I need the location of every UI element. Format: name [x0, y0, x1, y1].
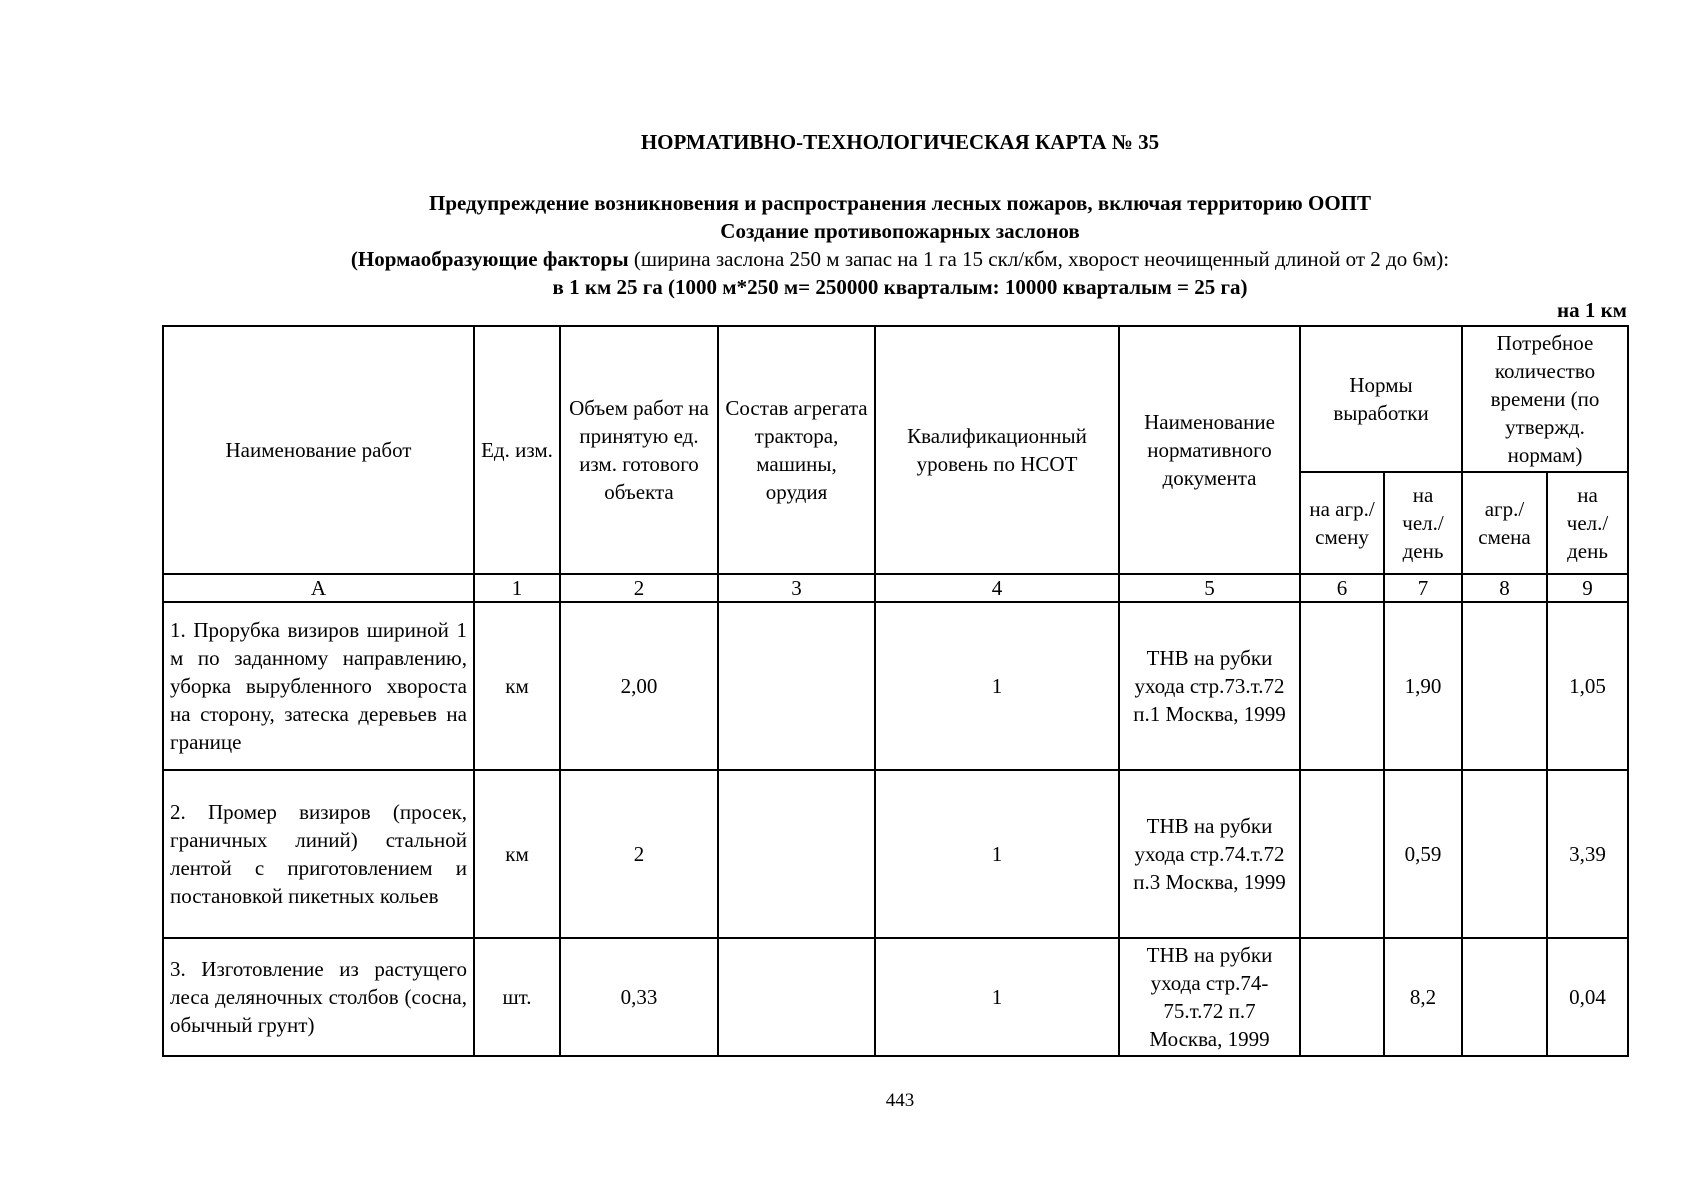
work-name-cell: 3. Изготовление из растущего леса деляночных столбов (сосна, обычный грунт): [163, 938, 474, 1056]
time-man-cell: 1,05: [1547, 602, 1628, 770]
header-document: Наименование нормативного документа: [1119, 326, 1300, 574]
norm-agg-cell: [1300, 938, 1384, 1056]
factors-label: (Нормаобразующие факторы: [350, 247, 629, 271]
time-man-cell: 3,39: [1547, 770, 1628, 938]
column-number: 3: [718, 574, 875, 602]
header-norms: Нормы выработки: [1300, 326, 1462, 472]
norm-man-cell: 1,90: [1384, 602, 1462, 770]
unit-cell: шт.: [474, 938, 560, 1056]
column-number: 7: [1384, 574, 1462, 602]
header-unit: Ед. изм.: [474, 326, 560, 574]
header-composition: Состав агрегата трактора, машины, орудия: [718, 326, 875, 574]
subtitle-line-2: Создание противопожарных заслонов: [720, 219, 1080, 243]
header-work-name: Наименование работ: [163, 326, 474, 574]
unit-cell: км: [474, 770, 560, 938]
header-time-agg: агр./ смена: [1462, 472, 1547, 574]
volume-cell: 0,33: [560, 938, 718, 1056]
header-row-1: [163, 326, 1628, 472]
document-subtitles: [0, 189, 1697, 301]
header-time: Потребное количество времени (по утвержд. нормам): [1462, 326, 1628, 472]
time-agg-cell: [1462, 602, 1547, 770]
column-number: 6: [1300, 574, 1384, 602]
work-name-cell: 2. Промер визиров (просек, граничных линий) стальной лентой с приготовлением и постановкой пикетных кольев: [163, 770, 474, 938]
column-number: 9: [1547, 574, 1628, 602]
column-number: А: [163, 574, 474, 602]
document-cell: ТНВ на рубки ухода стр.73.т.72 п.1 Москва, 1999: [1119, 602, 1300, 770]
header-norms-agg: на агр./ смену: [1300, 472, 1384, 574]
document-cell: ТНВ на рубки ухода стр.74.т.72 п.3 Москва, 1999: [1119, 770, 1300, 938]
header-qualification: Квалификационный уровень по НСОТ: [875, 326, 1119, 574]
column-number: 4: [875, 574, 1119, 602]
column-number-row: [163, 574, 1628, 602]
norm-man-cell: 0,59: [1384, 770, 1462, 938]
qualification-cell: 1: [875, 938, 1119, 1056]
subtitle-line-4: в 1 км 25 га (1000 м*250 м= 250000 кварталым: 10000 кварталым = 25 га): [552, 275, 1248, 299]
subtitle-line-3: [0, 245, 1697, 273]
column-number: 5: [1119, 574, 1300, 602]
header-time-man: на чел./ день: [1547, 472, 1628, 574]
norm-man-cell: 8,2: [1384, 938, 1462, 1056]
table-row: [163, 770, 1628, 938]
column-number: 1: [474, 574, 560, 602]
document-cell: ТНВ на рубки ухода стр.74-75.т.72 п.7 Москва, 1999: [1119, 938, 1300, 1056]
composition-cell: [718, 770, 875, 938]
work-name-cell: 1. Прорубка визиров шириной 1 м по заданному направлению, уборка вырубленного хвороста на сторону, затеска деревьев на границе: [163, 602, 474, 770]
header-volume: Объем работ на принятую ед. изм. готового объекта: [560, 326, 718, 574]
unit-cell: км: [474, 602, 560, 770]
qualification-cell: 1: [875, 770, 1119, 938]
time-agg-cell: [1462, 770, 1547, 938]
norm-agg-cell: [1300, 602, 1384, 770]
table-row: [163, 602, 1628, 770]
norms-table: [162, 325, 1629, 1057]
qualification-cell: 1: [875, 602, 1119, 770]
header-norms-man: на чел./ день: [1384, 472, 1462, 574]
document-title: НОРМАТИВНО-ТЕХНОЛОГИЧЕСКАЯ КАРТА № 35: [640, 130, 1160, 154]
volume-cell: 2: [560, 770, 718, 938]
time-man-cell: 0,04: [1547, 938, 1628, 1056]
table-row: [163, 938, 1628, 1056]
time-agg-cell: [1462, 938, 1547, 1056]
volume-cell: 2,00: [560, 602, 718, 770]
subtitle-line-1: Предупреждение возникновения и распространения лесных пожаров, включая территорию ООПТ: [428, 191, 1371, 215]
composition-cell: [718, 938, 875, 1056]
factors-text: (ширина заслона 250 м запас на 1 га 15 скл/кбм, хворост неочищенный длиной от 2 до 6м):: [628, 247, 1450, 271]
unit-note: на 1 км: [1556, 298, 1627, 322]
page-number: 443: [885, 1090, 915, 1111]
column-number: 8: [1462, 574, 1547, 602]
column-number: 2: [560, 574, 718, 602]
norm-agg-cell: [1300, 770, 1384, 938]
composition-cell: [718, 602, 875, 770]
